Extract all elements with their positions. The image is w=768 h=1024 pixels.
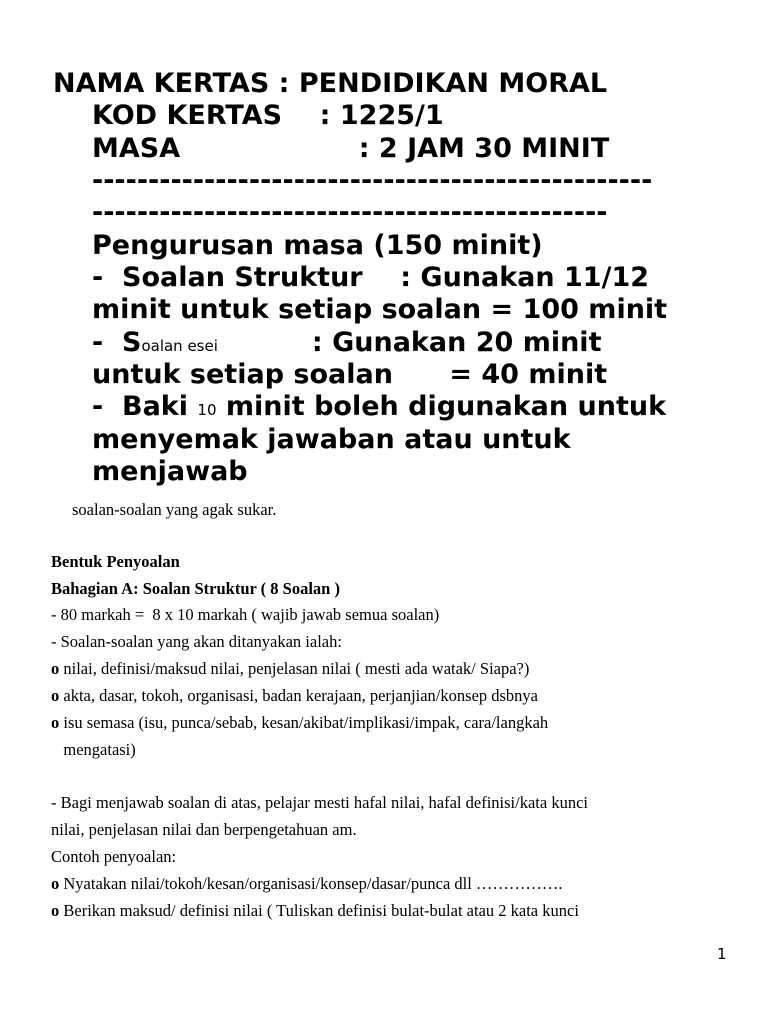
bullet-marker: o <box>51 901 60 920</box>
bullet-marker: o <box>51 713 60 732</box>
bullet-item-1 <box>51 659 529 679</box>
contoh-text-2: Berikan maksud/ definisi nilai ( Tuliskan definisi bulat-bulat atau 2 kata kunci <box>59 901 579 920</box>
paper-code-line: KOD KERTAS : 1225/1 <box>92 100 444 131</box>
bullet-item-3 <box>51 713 548 733</box>
esei-rest: : Gunakan 20 minit <box>217 327 602 358</box>
contoh-title: Contoh penyoalan: <box>51 847 177 866</box>
menjawab-line-2: nilai, penjelasan nilai dan berpengetahuan am. <box>51 820 357 839</box>
section-title: Bentuk Penyoalan <box>51 552 180 571</box>
bullet-text: nilai, definisi/maksud nilai, penjelasan nilai ( mesti ada watak/ Siapa?) <box>59 659 530 678</box>
bahagian-title: Bahagian A: Soalan Struktur ( 8 Soalan ) <box>51 579 340 598</box>
esei-small-text: oalan esei <box>141 337 218 355</box>
bullet-marker: o <box>51 659 60 678</box>
baki-line-1 <box>92 391 666 426</box>
bullet-text: isu semasa (isu, punca/sebab, kesan/akibat/implikasi/impak, cara/langkah <box>59 713 549 732</box>
struktur-line-2: minit untuk setiap soalan = 100 minit <box>92 294 668 325</box>
contoh-text-1: Nyatakan nilai/tokoh/kesan/organisasi/konsep/dasar/punca dll ……………. <box>59 874 563 893</box>
divider-line-1: -------------------------------------------------- <box>92 165 653 196</box>
continuation-line: soalan-soalan yang agak sukar. <box>72 500 277 519</box>
markah-line: - 80 markah = 8 x 10 markah ( wajib jawab semua soalan) <box>51 605 440 624</box>
baki-rest: minit boleh digunakan untuk <box>216 391 667 422</box>
contoh-item-2 <box>51 901 579 921</box>
baki-line-2: menyemak jawaban atau untuk <box>92 424 571 455</box>
bullet-text: akta, dasar, tokoh, organisasi, badan kerajaan, perjanjian/konsep dsbnya <box>59 686 539 705</box>
menjawab-line-1: - Bagi menjawab soalan di atas, pelajar mesti hafal nilai, hafal definisi/kata kunci <box>51 793 588 812</box>
baki-start: - Baki <box>92 391 198 422</box>
esei-dash: - S <box>92 327 142 358</box>
baki-line-3: menjawab <box>92 456 248 487</box>
esei-line-1 <box>92 327 601 362</box>
duration-line: MASA : 2 JAM 30 MINIT <box>92 133 610 164</box>
bullet-item-3-continued: mengatasi) <box>51 740 136 759</box>
divider-line-2: ---------------------------------------------- <box>92 197 608 228</box>
esei-line-2: untuk setiap soalan = 40 minit <box>92 359 608 390</box>
page-number: 1 <box>717 945 727 963</box>
baki-small-number: 10 <box>197 401 217 419</box>
bullet-marker: o <box>51 686 60 705</box>
paper-name-line: NAMA KERTAS : PENDIDIKAN MORAL <box>53 68 608 99</box>
bullet-item-2 <box>51 686 538 706</box>
struktur-line-1: - Soalan Struktur : Gunakan 11/12 <box>92 262 650 293</box>
time-management-title: Pengurusan masa (150 minit) <box>92 230 543 261</box>
contoh-item-1 <box>51 874 563 894</box>
bullet-marker: o <box>51 874 60 893</box>
ditanya-line: - Soalan-soalan yang akan ditanyakan ialah: <box>51 632 342 651</box>
